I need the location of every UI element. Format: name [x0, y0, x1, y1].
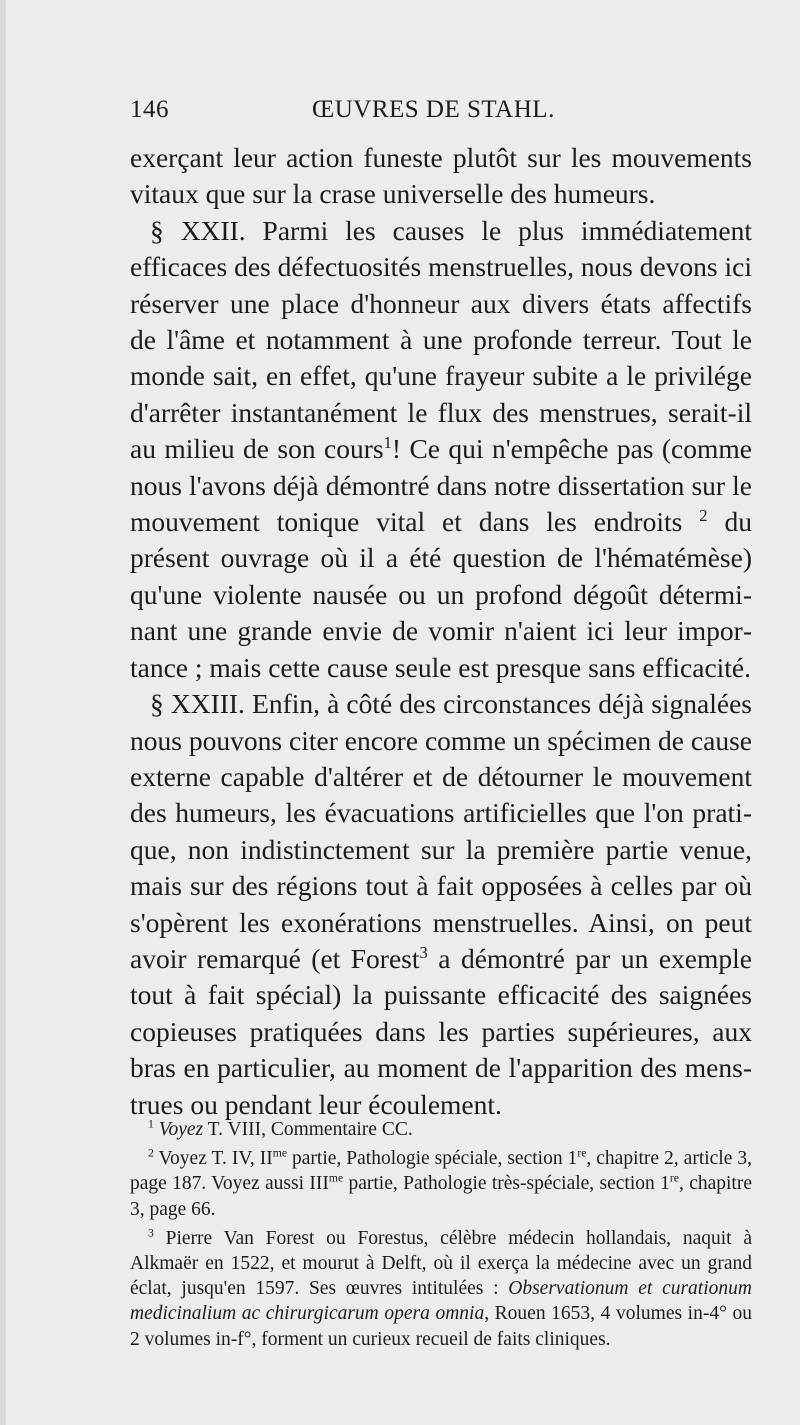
- paragraph-xxiii: § XXIII. Enfin, à côté des circonstances déjà signalées nous pouvons citer encore comme un spécimen de cause externe capable d'altérer et de détourner le mouvement des humeurs, les évacuations artificielles que l'on pratique, non indistinctement sur la première partie venue, mais sur des régions tout à fait opposées à celles par où s'opèrent les exonérations menstruelles. Ainsi, on peut avoir remarqué (et Forest$^3$ a démontré par un exemple tout à fait spécial) la puissante efficacité des saignées copieuses pratiquées dans les parties supérieures, aux bras en particulier, au moment de l'apparition des menstrues ou pendant leur écoulement.: [130, 688, 752, 1120]
- main-text: [130, 140, 752, 1123]
- footnote-ref-3: 3: [419, 942, 428, 962]
- footnote-ref-1: 1: [383, 433, 392, 453]
- footnote-2: $^2$ Voyez T. IV, $II^{me}$ partie, Pathologie spéciale, section 1re, chapitre 2, article 3, page 187. Voyez aussi $III^{me}$ partie, Pathologie très-spéciale, section 1re, chapitre 3, page 66.: [130, 1146, 752, 1220]
- footnote-1: $^1$ Voyez T. VIII, Commentaire CC.: [148, 1117, 413, 1140]
- paragraph-continuation: exerçant leur action funeste plutôt sur les mouvements vitaux que sur la crase universelle des humeurs.: [130, 142, 752, 210]
- page-header: [130, 96, 750, 132]
- footnote-ref-2: 2: [699, 505, 708, 525]
- footnote-3: $^3$ Pierre Van Forest ou Forestus, célèbre médecin hollandais, naquit à Alkmaër en 1522, et mourut à Delft, où il exerça la médecine avec un grand éclat, jusqu'en 1597. Ses œuvres intitulées : Observationum et curationum medicinalium ac chirurgicarum opera omnia, Rouen 1653, 4 volumes in-4° ou 2 volumes in-f°, forment un curieux recueil de faits cliniques.: [130, 1226, 752, 1350]
- footnotes: [130, 1117, 752, 1352]
- paragraph-xxii: § XXII. Parmi les causes le plus immédiatement efficaces des défectuosités menstruelles, nous devons ici réserver une place d'honneur aux divers états affectifs de l'âme et notamment à une profonde terreur. Tout le monde sait, en effet, qu'une frayeur subite a le privilége d'arrêter instantanément le flux des menstrues, serait-il au milieu de son cours$^1$! Ce qui n'empêche pas (comme nous l'avons déjà démontré dans notre dissertation sur le mouvement tonique vital et dans les endroits $^2$ du présent ouvrage où il a été question de l'hématémèse) qu'une violente nausée ou un profond dégoût déterminant une grande envie de vomir n'aient ici leur importance ; mais cette cause seule est presque sans efficacité.: [130, 214, 753, 683]
- page-edge: [0, 0, 6, 1425]
- page-number: 146: [130, 96, 169, 123]
- running-title: ŒUVRES DE STAHL.: [312, 96, 555, 123]
